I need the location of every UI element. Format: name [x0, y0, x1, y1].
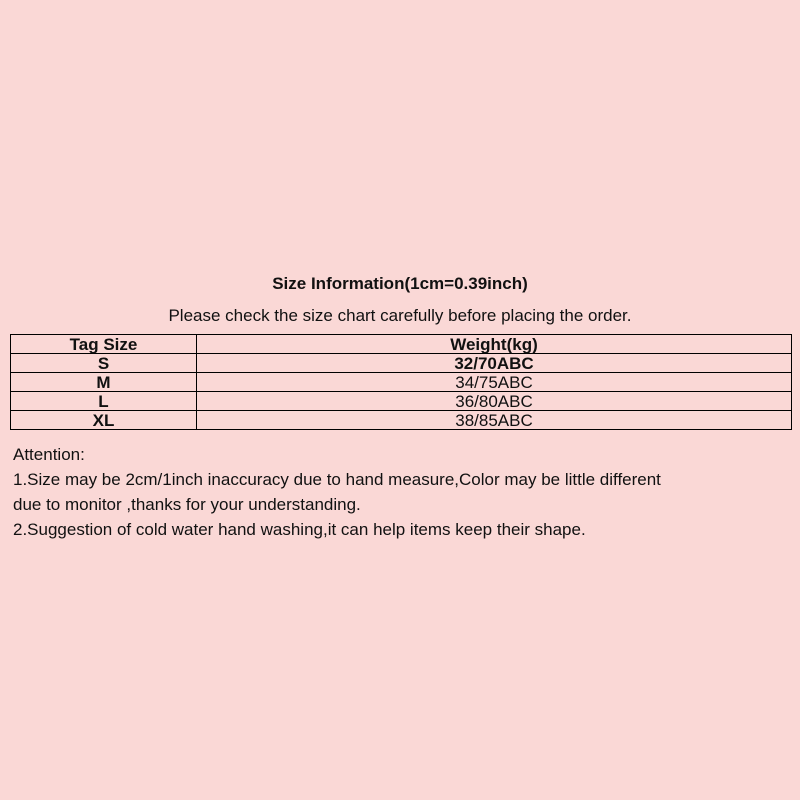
- note-item-2: 2.Suggestion of cold water hand washing,it can help items keep their shape.: [13, 520, 586, 539]
- notes-heading: Attention:: [13, 445, 85, 464]
- weight-cell: 36/80ABC: [197, 392, 792, 411]
- column-header-weight: Weight(kg): [197, 335, 792, 354]
- weight-cell: 32/70ABC: [197, 354, 792, 373]
- tag-size-cell: XL: [11, 411, 197, 430]
- weight-cell: 34/75ABC: [197, 373, 792, 392]
- tag-size-cell: S: [11, 354, 197, 373]
- weight-cell: 38/85ABC: [197, 411, 792, 430]
- tag-size-cell: M: [11, 373, 197, 392]
- table-row: [11, 373, 792, 392]
- column-header-tag-size: Tag Size: [11, 335, 197, 354]
- table-row: [11, 354, 792, 373]
- note-item-1-line-1: 1.Size may be 2cm/1inch inaccuracy due to hand measure,Color may be little different: [13, 470, 661, 489]
- table-header-row: [11, 335, 792, 354]
- table-row: [11, 411, 792, 430]
- note-item-1-line-2: due to monitor ,thanks for your understanding.: [13, 495, 361, 514]
- page-subtitle: Please check the size chart carefully before placing the order.: [168, 306, 632, 325]
- tag-size-cell: L: [11, 392, 197, 411]
- attention-notes: [13, 442, 793, 542]
- table-row: [11, 392, 792, 411]
- page-title: Size Information(1cm=0.39inch): [272, 274, 528, 293]
- size-table: [10, 334, 792, 430]
